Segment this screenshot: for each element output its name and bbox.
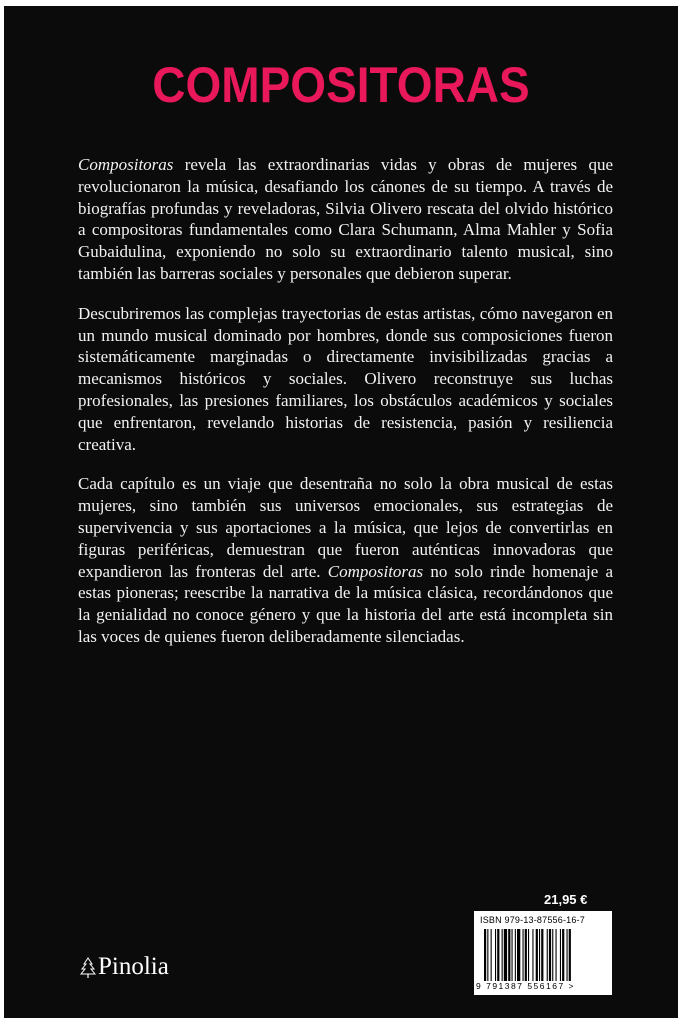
barcode-bar (547, 929, 548, 981)
barcode-bars-icon (484, 929, 604, 981)
blurb-paragraph-2 (78, 303, 613, 456)
blurb-text: no solo rinde homenaje a estas pioneras; reescribe la narrativa de la música clásica, recordándonos que la genialidad no conoce género y que la historia del arte está incompleta sin las voces de quienes fueron deliberadamente silenciadas. (78, 561, 613, 646)
isbn-label: ISBN 979-13-87556-16-7 (480, 915, 585, 925)
barcode-bar (569, 929, 571, 981)
blurb-text: Descubriremos las complejas trayectorias de estas artistas, cómo navegaron en un mundo musical dominado por hombres, donde sus composiciones fueron sistemáticamente marginadas o directamente invisibilizadas gracias a mecanismos históricos y sociales. Olivero reconstruye sus luchas profesionales, las presiones familiares, los obstáculos académicos y sociales que enfrentaron, revelando historias de resistencia, pasión y resiliencia creativa. (78, 303, 613, 454)
publisher-logo (80, 954, 169, 979)
barcode-bar (539, 929, 540, 981)
barcode-bar (491, 929, 492, 981)
barcode-bar (497, 929, 499, 981)
book-title-italic: Compositoras (327, 561, 424, 581)
barcode-bar (502, 929, 503, 981)
blurb-text: Cada capítulo es un viaje que desentraña no solo la obra musical de estas mujeres, sino también sus universos emocionales, sus estrategias de supervivencia y sus aportaciones a la música, que lejos de convertirlas en figuras periféricas, demuestran que fueron auténticas innovadoras que expandieron las fronteras del arte. (78, 474, 613, 581)
barcode-bar (562, 929, 564, 981)
barcode-bar (549, 929, 551, 981)
barcode-bar (517, 929, 520, 981)
blurb-text: revela las extraordinarias vidas y obras de mujeres que revolucionaron la música, desafiando los cánones de su tiempo. A través de biografías profundas y reveladoras, Silvia Olivero rescata del olvido histórico a compositoras fundamentales como Clara Schumann, Alma Mahler y Sofia Gubaidulina, exponiendo no solo su extraordinario talento musical, sino también las barreras sociales y personales que debieron superar. (78, 155, 613, 283)
book-title-italic: Compositoras (78, 155, 174, 174)
barcode-bar (487, 929, 488, 981)
blurb-paragraph-1 (78, 154, 613, 285)
barcode-bar (495, 929, 496, 981)
publisher-name: Pinolia (98, 953, 169, 980)
barcode (474, 911, 612, 995)
barcode-bar (567, 929, 568, 981)
pine-icon (80, 957, 96, 979)
barcode-digits: 9 791387 556167 > (476, 981, 576, 991)
barcode-bar (525, 929, 527, 981)
barcode-bar (484, 929, 486, 981)
barcode-bar (512, 929, 513, 981)
barcode-bar (523, 929, 524, 981)
barcode-bar (556, 929, 557, 981)
blurb (78, 154, 613, 666)
book-title: COMPOSITORAS (152, 57, 530, 113)
barcode-bar (541, 929, 543, 981)
barcode-bar (504, 929, 507, 981)
back-cover (4, 6, 678, 1018)
blurb-paragraph-3 (78, 473, 613, 647)
barcode-bar (552, 929, 553, 981)
barcode-bar (515, 929, 516, 981)
barcode-bar (528, 929, 529, 981)
barcode-bar (532, 929, 533, 981)
price: 21,95 € (544, 892, 588, 907)
barcode-bar (536, 929, 538, 981)
barcode-bar (560, 929, 561, 981)
barcode-bar (508, 929, 510, 981)
